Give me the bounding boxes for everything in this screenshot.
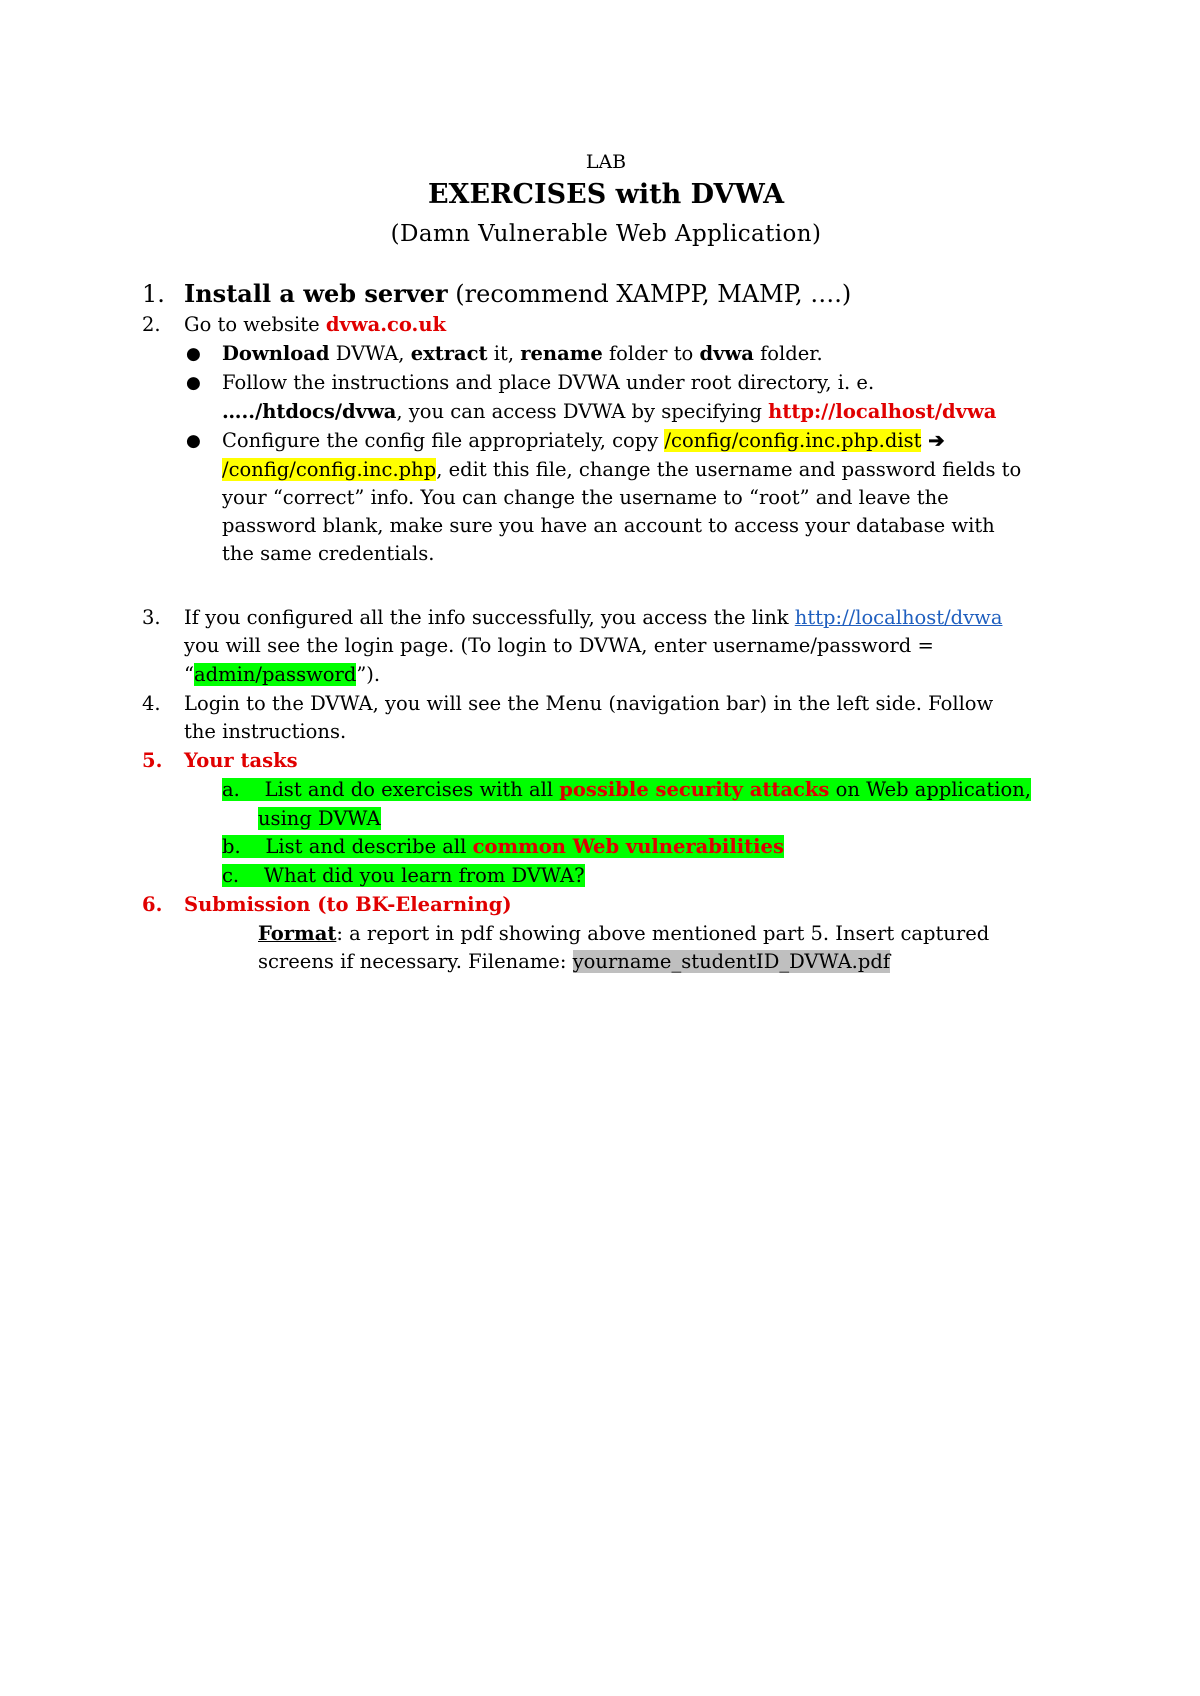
task-a-line1 xyxy=(222,776,1031,804)
task-c-mark: c. xyxy=(222,864,240,887)
text-part: folder. xyxy=(753,342,823,365)
config-path: /config/config.inc.php xyxy=(222,458,437,481)
login-credentials: admin/password xyxy=(193,663,357,686)
step-3-line3 xyxy=(184,661,380,689)
text-part: using DVWA xyxy=(258,807,381,830)
arrow-icon: ➔ xyxy=(921,429,945,452)
bullet-icon: ● xyxy=(186,431,201,451)
word-download: Download xyxy=(222,342,330,365)
text-part: ”). xyxy=(356,663,381,686)
text-part: folder to xyxy=(602,342,700,365)
filename-value: yourname_studentID_DVWA.pdf xyxy=(572,950,891,973)
word-extract: extract xyxy=(410,342,488,365)
step-6-number: 6. xyxy=(142,893,163,916)
step-4-line1: Login to the DVWA, you will see the Menu (navigation bar) in the left side. Follow xyxy=(184,692,994,715)
step-1-number: 1. xyxy=(142,280,165,308)
page-subtitle: (Damn Vulnerable Web Application) xyxy=(390,221,822,247)
text-part: , edit this file, change the username and password fields to xyxy=(436,458,1022,481)
step-5-number: 5. xyxy=(142,749,163,772)
bullet-config-line1 xyxy=(222,427,945,455)
step-2-number: 2. xyxy=(142,313,161,336)
bullet-config-line3: your “correct” info. You can change the username to “root” and leave the xyxy=(222,486,949,509)
step-4-line2: the instructions. xyxy=(184,720,347,743)
task-c xyxy=(222,862,585,890)
text-part: , you can access DVWA by specifying xyxy=(396,400,769,423)
text-part: Configure the config file appropriately, copy xyxy=(222,429,665,452)
step-2-label: Go to website xyxy=(184,313,326,336)
text-part: it, xyxy=(487,342,521,365)
step-5-title: Your tasks xyxy=(184,749,298,772)
text-part: “ xyxy=(184,663,194,686)
localhost-url: http://localhost/dvwa xyxy=(768,400,997,423)
step-1-bold: Install a web server xyxy=(184,279,448,308)
text-part: If you configured all the info successfully, you access the link xyxy=(184,606,795,629)
lab-label: LAB xyxy=(585,151,627,173)
text-part: List and do exercises with all xyxy=(264,778,560,801)
step-6-title: Submission (to BK-Elearning) xyxy=(184,893,512,916)
bullet-config-line2 xyxy=(222,456,1021,484)
bullet-install-line1: Follow the instructions and place DVWA under root directory, i. e. xyxy=(222,371,875,394)
website-name: dvwa.co.uk xyxy=(325,313,447,336)
text-part: screens if necessary. Filename: xyxy=(258,950,573,973)
task-a-mark: a. xyxy=(222,778,240,801)
step-1-text xyxy=(184,279,851,309)
task-b xyxy=(222,833,784,861)
bullet-config-line4: password blank, make sure you have an account to access your database with xyxy=(222,514,995,537)
step-2-text xyxy=(184,311,446,339)
bullet-download xyxy=(222,340,823,368)
submission-line1 xyxy=(258,920,989,948)
step-1-rest: (recommend XAMPP, MAMP, ….) xyxy=(447,280,852,308)
page-title: EXERCISES with DVWA xyxy=(427,179,785,210)
task-a-line2 xyxy=(258,805,381,833)
text-part: : a report in pdf showing above mentioned part 5. Insert captured xyxy=(336,922,990,945)
bullet-icon: ● xyxy=(186,344,201,364)
text-part: What did you learn from DVWA? xyxy=(263,864,585,887)
word-rename: rename xyxy=(520,342,603,365)
format-label: Format xyxy=(258,922,337,945)
task-b-mark: b. xyxy=(222,835,241,858)
step-3-line1 xyxy=(184,604,1003,632)
web-vulnerabilities-text: common Web vulnerabilities xyxy=(472,835,784,858)
word-dvwa: dvwa xyxy=(699,342,754,365)
security-attacks-text: possible security attacks xyxy=(559,778,830,801)
bullet-config-line5: the same credentials. xyxy=(222,542,435,565)
text-part: List and describe all xyxy=(265,835,473,858)
htdocs-path: …../htdocs/dvwa xyxy=(222,400,397,423)
text-part: on Web application, xyxy=(829,778,1031,801)
bullet-icon: ● xyxy=(186,373,201,393)
step-3-number: 3. xyxy=(142,606,161,629)
config-dist-path: /config/config.inc.php.dist xyxy=(664,429,922,452)
step-4-number: 4. xyxy=(142,692,161,715)
text-part: DVWA, xyxy=(329,342,411,365)
localhost-link[interactable]: http://localhost/dvwa xyxy=(794,606,1003,629)
bullet-install-line2 xyxy=(222,398,996,426)
step-3-line2: you will see the login page. (To login to DVWA, enter username/password = xyxy=(184,634,934,657)
submission-line2 xyxy=(258,948,890,976)
